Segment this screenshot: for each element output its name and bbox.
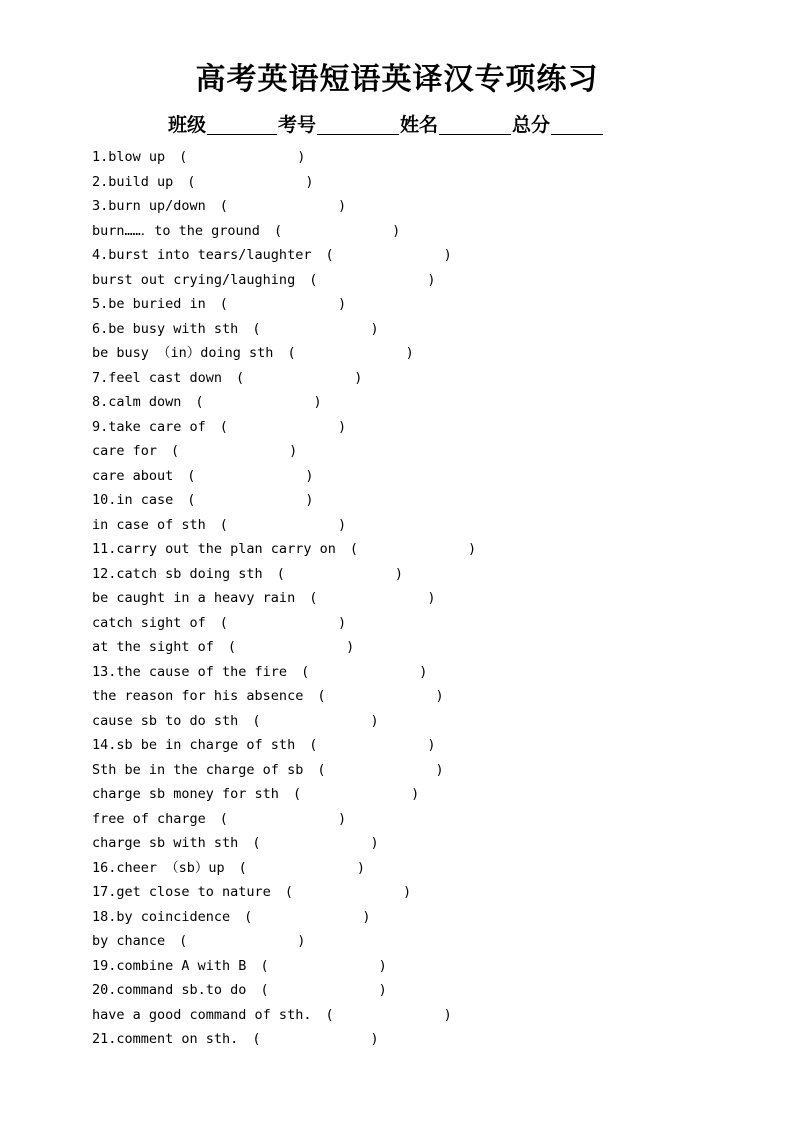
phrase-item — [92, 562, 476, 587]
phrase-item — [92, 709, 476, 734]
answer-blank[interactable] — [309, 664, 419, 680]
phrase-text: 19.combine A with B — [92, 957, 247, 974]
name-blank[interactable] — [439, 114, 511, 135]
answer-blank[interactable] — [228, 615, 338, 631]
open-paren: ( — [309, 737, 318, 753]
close-paren: ) — [337, 296, 347, 312]
class-blank[interactable] — [207, 114, 277, 135]
phrase-item — [92, 1003, 476, 1028]
answer-blank[interactable] — [317, 272, 427, 288]
close-paren: ) — [411, 786, 420, 802]
phrase-text: have a good command of sth. — [92, 1006, 312, 1023]
phrase-text: care about — [92, 467, 174, 484]
close-paren: ) — [378, 957, 387, 974]
phrase-item — [92, 586, 476, 611]
phrase-item — [92, 635, 476, 660]
phrase-text: burn……．to the ground — [92, 222, 260, 239]
answer-blank[interactable] — [228, 517, 338, 533]
phrase-text: 2.build up — [92, 173, 174, 190]
close-paren: ) — [370, 835, 379, 851]
close-paren: ) — [370, 1031, 379, 1047]
page-title: 高考英语短语英译汉专项练习 — [195, 62, 599, 97]
number-label: 考号 — [278, 114, 317, 136]
close-paren: ) — [419, 663, 428, 680]
close-paren: ) — [370, 712, 379, 729]
open-paren: ( — [219, 516, 228, 533]
open-paren: ( — [244, 908, 253, 925]
open-paren: ( — [260, 982, 269, 998]
answer-blank[interactable] — [247, 860, 357, 876]
phrase-text: in case of sth — [92, 516, 206, 533]
phrase-text: 14.sb be in charge of sth — [92, 737, 296, 753]
phrase-list — [92, 145, 476, 1052]
phrase-text: 20.command sb.to do — [92, 982, 247, 998]
open-paren: ( — [219, 418, 228, 435]
close-paren: ) — [443, 1006, 452, 1023]
phrase-text: 17.get close to nature — [92, 884, 271, 900]
open-paren: ( — [317, 761, 326, 778]
close-paren: ) — [356, 859, 365, 876]
phrase-text: 7.feel cast down — [92, 369, 223, 386]
phrase-item — [92, 954, 476, 979]
open-paren: ( — [219, 296, 228, 312]
phrase-text: be caught in a heavy rain — [92, 590, 296, 606]
phrase-text: catch sight of — [92, 614, 206, 631]
answer-blank[interactable] — [301, 786, 411, 802]
close-paren: ) — [313, 394, 322, 410]
phrase-text: 6.be busy with sth — [92, 320, 239, 337]
open-paren: ( — [292, 786, 302, 802]
close-paren: ) — [427, 737, 436, 753]
close-paren: ) — [305, 173, 314, 190]
phrase-item — [92, 243, 476, 268]
phrase-item — [92, 145, 476, 170]
close-paren: ) — [337, 418, 347, 435]
answer-blank[interactable] — [228, 811, 338, 827]
answer-blank[interactable] — [187, 149, 297, 165]
answer-blank[interactable] — [334, 1007, 444, 1023]
answer-blank[interactable] — [260, 835, 370, 851]
phrase-text: be busy （in）doing sth — [92, 345, 274, 361]
phrase-item — [92, 929, 476, 954]
open-paren: ( — [187, 173, 196, 190]
close-paren: ) — [297, 933, 306, 949]
close-paren: ) — [337, 810, 347, 827]
answer-blank[interactable] — [228, 198, 338, 214]
answer-blank[interactable] — [244, 370, 354, 386]
open-paren: ( — [252, 835, 261, 851]
close-paren: ) — [305, 492, 314, 508]
answer-blank[interactable] — [293, 884, 403, 900]
close-paren: ) — [392, 222, 401, 239]
phrase-text: care for — [92, 443, 158, 459]
phrase-item — [92, 733, 476, 758]
phrase-item — [92, 611, 476, 636]
answer-blank[interactable] — [334, 247, 444, 263]
close-paren: ) — [337, 516, 347, 533]
close-paren: ) — [394, 565, 403, 582]
phrase-text: 11.carry out the plan carry on — [92, 541, 336, 557]
phrase-text: at the sight of — [92, 639, 214, 655]
close-paren: ) — [435, 688, 444, 704]
phrase-item — [92, 170, 476, 195]
open-paren: ( — [317, 688, 326, 704]
close-paren: ) — [337, 198, 347, 214]
answer-blank[interactable] — [325, 688, 435, 704]
close-paren: ) — [467, 541, 477, 557]
phrase-item — [92, 684, 476, 709]
close-paren: ) — [427, 271, 436, 288]
phrase-text: Sth be in the charge of sb — [92, 761, 304, 778]
phrase-text: 18.by coincidence — [92, 908, 231, 925]
open-paren: ( — [284, 884, 293, 900]
open-paren: ( — [273, 222, 283, 239]
close-paren: ) — [405, 345, 414, 361]
phrase-text: burst out crying/laughing — [92, 271, 296, 288]
answer-blank[interactable] — [179, 443, 289, 459]
phrase-item — [92, 660, 476, 685]
open-paren: ( — [287, 345, 296, 361]
phrase-text: 4.burst into tears/laughter — [92, 247, 312, 263]
answer-blank[interactable] — [260, 1031, 370, 1047]
open-paren: ( — [349, 541, 358, 557]
phrase-text: 9.take care of — [92, 418, 206, 435]
answer-blank[interactable] — [317, 590, 427, 606]
open-paren: ( — [301, 663, 310, 680]
close-paren: ) — [443, 247, 452, 263]
open-paren: ( — [325, 1006, 334, 1023]
open-paren: ( — [195, 394, 204, 410]
open-paren: ( — [179, 933, 188, 949]
phrase-text: charge sb money for sth — [92, 786, 279, 802]
open-paren: ( — [309, 590, 318, 606]
phrase-item — [92, 194, 476, 219]
close-paren: ) — [346, 639, 355, 655]
phrase-item — [92, 219, 476, 244]
open-paren: ( — [219, 810, 228, 827]
close-paren: ) — [402, 884, 412, 900]
phrase-item — [92, 537, 476, 562]
phrase-text: 3.burn up/down — [92, 198, 206, 214]
open-paren: ( — [219, 198, 228, 214]
open-paren: ( — [236, 369, 245, 386]
phrase-item — [92, 978, 476, 1003]
score-blank[interactable] — [551, 114, 603, 135]
answer-blank[interactable] — [325, 762, 435, 778]
answer-blank[interactable] — [195, 174, 305, 190]
answer-blank[interactable] — [260, 713, 370, 729]
phrase-text: charge sb with sth — [92, 835, 239, 851]
answer-blank[interactable] — [282, 223, 392, 239]
answer-blank[interactable] — [317, 737, 427, 753]
score-label: 总分 — [512, 114, 551, 136]
phrase-text: the reason for his absence — [92, 688, 304, 704]
phrase-item — [92, 831, 476, 856]
phrase-item — [92, 268, 476, 293]
close-paren: ) — [297, 149, 306, 165]
phrase-text: 16.cheer （sb）up — [92, 859, 225, 876]
phrase-text: 1.blow up — [92, 149, 166, 165]
open-paren: ( — [187, 467, 196, 484]
answer-blank[interactable] — [269, 982, 379, 998]
answer-blank[interactable] — [358, 541, 468, 557]
answer-blank[interactable] — [285, 566, 395, 582]
class-label: 班级 — [168, 114, 207, 136]
phrase-item — [92, 390, 476, 415]
answer-blank[interactable] — [296, 345, 406, 361]
phrase-item — [92, 905, 476, 930]
phrase-item — [92, 366, 476, 391]
open-paren: ( — [252, 320, 261, 337]
phrase-text: 13.the cause of the fire — [92, 663, 288, 680]
open-paren: ( — [252, 1031, 261, 1047]
open-paren: ( — [252, 712, 261, 729]
phrase-item — [92, 880, 476, 905]
phrase-text: 8.calm down — [92, 394, 182, 410]
phrase-item — [92, 464, 476, 489]
phrase-text: 10.in case — [92, 492, 174, 508]
phrase-item — [92, 1027, 476, 1052]
phrase-item — [92, 782, 476, 807]
answer-blank[interactable] — [187, 933, 297, 949]
phrase-item — [92, 856, 476, 881]
open-paren: ( — [238, 859, 247, 876]
close-paren: ) — [337, 614, 347, 631]
phrase-text: 12.catch sb doing sth — [92, 565, 263, 582]
answer-blank[interactable] — [228, 296, 338, 312]
answer-blank[interactable] — [236, 639, 346, 655]
close-paren: ) — [378, 982, 387, 998]
phrase-text: 5.be buried in — [92, 296, 206, 312]
close-paren: ) — [362, 908, 371, 925]
open-paren: ( — [179, 149, 188, 165]
close-paren: ) — [305, 467, 314, 484]
close-paren: ) — [370, 320, 379, 337]
phrase-item — [92, 317, 476, 342]
answer-blank[interactable] — [195, 468, 305, 484]
number-blank[interactable] — [317, 114, 399, 135]
open-paren: ( — [276, 565, 285, 582]
name-label: 姓名 — [400, 114, 439, 136]
answer-blank[interactable] — [260, 321, 370, 337]
answer-blank[interactable] — [228, 419, 338, 435]
phrase-item — [92, 292, 476, 317]
answer-blank[interactable] — [195, 492, 305, 508]
phrase-text: cause sb to do sth — [92, 712, 239, 729]
phrase-item — [92, 341, 476, 366]
phrase-item — [92, 439, 476, 464]
answer-blank[interactable] — [252, 909, 362, 925]
phrase-item — [92, 807, 476, 832]
phrase-item — [92, 758, 476, 783]
open-paren: ( — [171, 443, 180, 459]
open-paren: ( — [260, 957, 269, 974]
open-paren: ( — [325, 247, 334, 263]
phrase-text: by chance — [92, 933, 166, 949]
phrase-item — [92, 488, 476, 513]
phrase-text: 21.comment on sth. — [92, 1031, 239, 1047]
close-paren: ) — [354, 369, 363, 386]
open-paren: ( — [309, 271, 318, 288]
open-paren: ( — [187, 492, 196, 508]
close-paren: ) — [435, 761, 444, 778]
phrase-item — [92, 513, 476, 538]
close-paren: ) — [427, 590, 436, 606]
answer-blank[interactable] — [204, 394, 314, 410]
phrase-text: free of charge — [92, 810, 206, 827]
phrase-item — [92, 415, 476, 440]
open-paren: ( — [219, 614, 228, 631]
answer-blank[interactable] — [269, 958, 379, 974]
close-paren: ) — [289, 443, 298, 459]
student-info-line — [168, 112, 604, 138]
open-paren: ( — [227, 639, 237, 655]
